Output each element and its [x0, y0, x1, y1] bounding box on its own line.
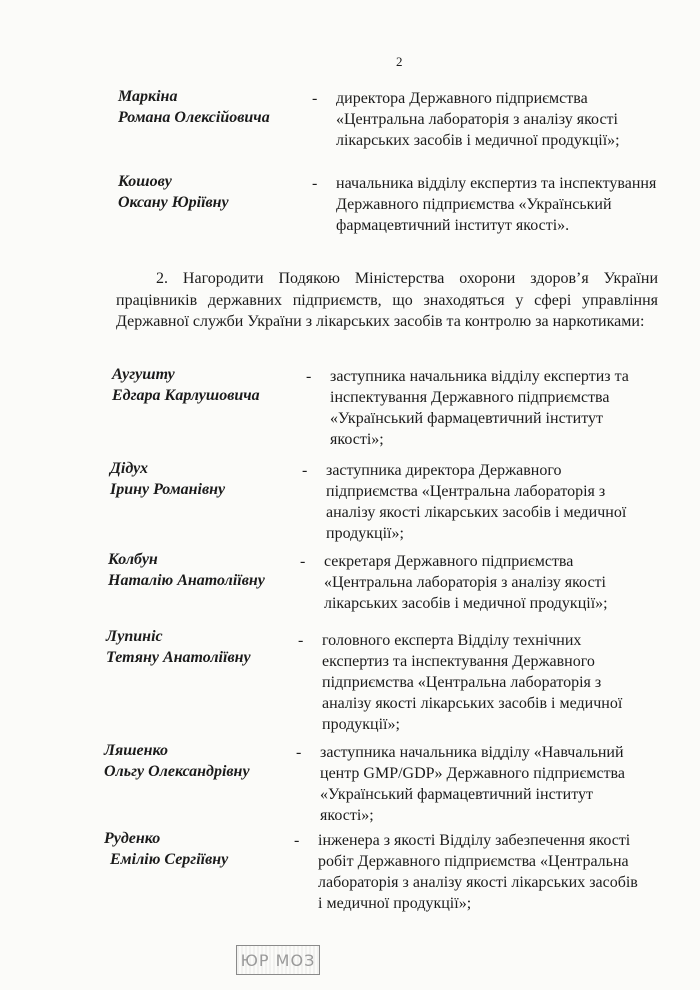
- recipient-surname: Ляшенко: [104, 742, 169, 759]
- recipient-surname: Лупиніс: [106, 628, 163, 645]
- position-line: аналізу якості лікарських засобів і медичної: [322, 695, 623, 712]
- position-line: і медичної продукції»;: [318, 895, 472, 912]
- recipient-given-names: Емілію Сергіївну: [110, 851, 229, 868]
- position-line: «Український фармацевтичний інститут: [320, 786, 593, 803]
- position-line: фармацевтичний інститут якості».: [336, 217, 570, 234]
- recipient-surname: Кошову: [118, 173, 172, 190]
- position-line: головного експерта Відділу технічних: [322, 632, 582, 649]
- position-line: робіт Державного підприємства «Центральна: [318, 853, 629, 870]
- position-line: Державного підприємства «Український: [336, 196, 612, 213]
- position-line: підприємства «Центральна лабораторія з: [322, 674, 602, 691]
- position-line: секретаря Державного підприємства: [324, 553, 574, 570]
- recipient-given-names: Ольгу Олександрівну: [104, 763, 250, 780]
- recipient-position: [322, 630, 658, 735]
- position-line: продукції»;: [326, 525, 404, 542]
- recipient-surname: Руденко: [104, 830, 161, 847]
- position-line: заступника начальника відділу експертиз та: [330, 368, 629, 385]
- recipient-name: [108, 549, 265, 591]
- position-line: експертиз та інспектування Державного: [322, 653, 595, 670]
- entry-dash: -: [312, 90, 318, 107]
- entry-dash: -: [300, 553, 306, 570]
- recipient-position: [326, 460, 662, 544]
- recipient-position: [318, 830, 658, 914]
- recipient-surname: Маркіна: [118, 88, 178, 105]
- entry-dash: -: [298, 632, 304, 649]
- recipient-name: [104, 740, 250, 782]
- position-line: начальника відділу експертиз та інспектування: [336, 175, 657, 192]
- recipient-name: [112, 364, 260, 406]
- recipient-name: [118, 171, 229, 213]
- recipient-given-names: Тетяну Анатоліївну: [106, 649, 251, 666]
- page-number: 2: [396, 54, 403, 69]
- position-line: аналізу якості лікарських засобів і медичної: [326, 504, 627, 521]
- position-line: продукції»;: [322, 716, 400, 733]
- recipient-surname: Дідух: [110, 460, 148, 477]
- recipient-surname: Колбун: [108, 551, 158, 568]
- entry-dash: -: [294, 832, 300, 849]
- recipient-name: [104, 828, 228, 870]
- position-line: «Центральна лабораторія з аналізу якості: [324, 574, 606, 591]
- position-line: «Центральна лабораторія з аналізу якості: [336, 111, 618, 128]
- recipient-given-names: Оксану Юріївну: [118, 194, 229, 211]
- position-line: заступника директора Державного: [326, 462, 562, 479]
- recipient-name: [110, 458, 225, 500]
- position-line: лікарських засобів і медичної продукції»;: [336, 132, 620, 149]
- recipient-given-names: Романа Олексійовича: [118, 109, 270, 126]
- position-line: заступника начальника відділу «Навчальний: [320, 744, 624, 761]
- recipient-position: [320, 742, 658, 826]
- recipient-position: [330, 366, 662, 450]
- recipient-given-names: Наталію Анатоліївну: [108, 572, 265, 589]
- position-line: інспектування Державного підприємства: [330, 389, 610, 406]
- position-line: лікарських засобів і медичної продукції»;: [324, 595, 608, 612]
- legal-department-stamp: ЮР МОЗ: [236, 945, 320, 975]
- recipient-surname: Аугушту: [112, 366, 175, 383]
- position-line: якості»;: [320, 807, 374, 824]
- position-line: «Український фармацевтичний інститут: [330, 410, 603, 427]
- recipient-given-names: Едгара Карлушовича: [112, 387, 260, 404]
- entry-dash: -: [306, 368, 312, 385]
- recipient-position: [336, 88, 658, 151]
- entry-dash: -: [312, 175, 318, 192]
- recipient-given-names: Ірину Романівну: [110, 481, 226, 498]
- position-line: підприємства «Центральна лабораторія з: [326, 483, 606, 500]
- entry-dash: -: [296, 744, 302, 761]
- recipient-position: [324, 551, 660, 614]
- position-line: директора Державного підприємства: [336, 90, 588, 107]
- entry-dash: -: [302, 462, 308, 479]
- position-line: центр GMP/GDP» Державного підприємства: [320, 765, 625, 782]
- award-paragraph: 2. Нагородити Подякою Міністерства охорони здоров’я України працівників державних підприємств, що знаходяться у сфері управління Державної служби України з лікарських засобів та контролю за наркотиками:: [116, 270, 658, 330]
- recipient-name: [106, 626, 251, 668]
- position-line: інженера з якості Відділу забезпечення якості: [318, 832, 631, 849]
- recipient-position: [336, 173, 658, 236]
- recipient-name: [118, 86, 270, 128]
- position-line: якості»;: [330, 431, 384, 448]
- position-line: лабораторія з аналізу якості лікарських засобів: [318, 874, 638, 891]
